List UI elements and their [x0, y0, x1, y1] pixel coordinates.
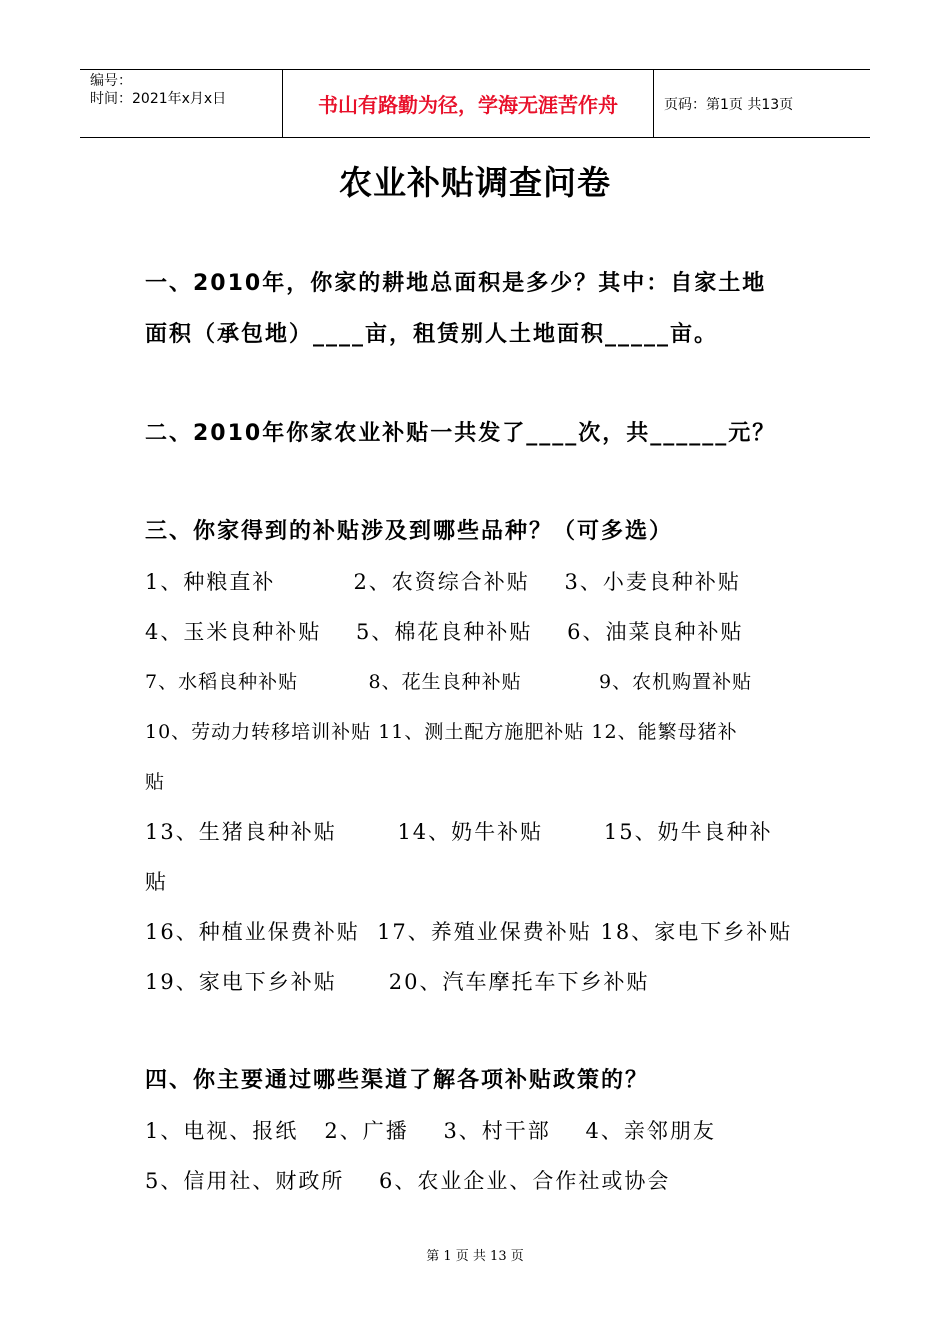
question-4: 四、你主要通过哪些渠道了解各项补贴政策的？	[145, 1068, 650, 1093]
q3-option-row: 16、种植业保费补贴 17、养殖业保费补贴 18、家电下乡补贴	[145, 920, 793, 944]
q3-option-row: 1、种粮直补 2、农资综合补贴 3、小麦良种补贴	[145, 570, 741, 594]
question-1-line-2: 面积（承包地）____亩，租赁别人土地面积_____亩。	[145, 322, 719, 347]
date-label: 时间：2021年x月x日	[90, 91, 227, 107]
q3-option-row: 贴	[145, 771, 166, 793]
header-meta	[80, 70, 282, 137]
document-header	[80, 69, 870, 138]
question-1-line-1: 一、2010年，你家的耕地总面积是多少？其中：自家土地	[145, 271, 767, 296]
q4-option-row: 1、电视、报纸 2、广播 3、村干部 4、亲邻朋友	[145, 1119, 716, 1143]
q3-option-row: 19、家电下乡补贴 20、汽车摩托车下乡补贴	[145, 970, 650, 994]
page-info: 页码：第1页 共13页	[664, 96, 794, 113]
q3-option-row: 7、水稻良种补贴 8、花生良种补贴 9、农机购置补贴	[145, 671, 753, 693]
motto: 书山有路勤为径，学海无涯苦作舟	[282, 70, 654, 137]
question-3: 三、你家得到的补贴涉及到哪些品种？（可多选）	[145, 519, 674, 544]
q3-option-row: 贴	[145, 870, 168, 894]
q4-option-row: 5、信用社、财政所 6、农业企业、合作社或协会	[145, 1169, 671, 1193]
page-footer: 第 1 页 共 13 页	[426, 1249, 524, 1264]
q3-option-row: 4、玉米良种补贴 5、棉花良种补贴 6、油菜良种补贴	[145, 620, 744, 644]
q3-option-row: 13、生猪良种补贴 14、奶牛补贴 15、奶牛良种补	[145, 820, 773, 844]
number-label: 编号：	[90, 73, 132, 89]
q3-option-row: 10、劳动力转移培训补贴 11、测土配方施肥补贴 12、能繁母猪补	[145, 721, 738, 743]
page-title: 农业补贴调查问卷	[339, 163, 611, 202]
question-2: 二、2010年你家农业补贴一共发了____次，共______元？	[145, 421, 777, 446]
